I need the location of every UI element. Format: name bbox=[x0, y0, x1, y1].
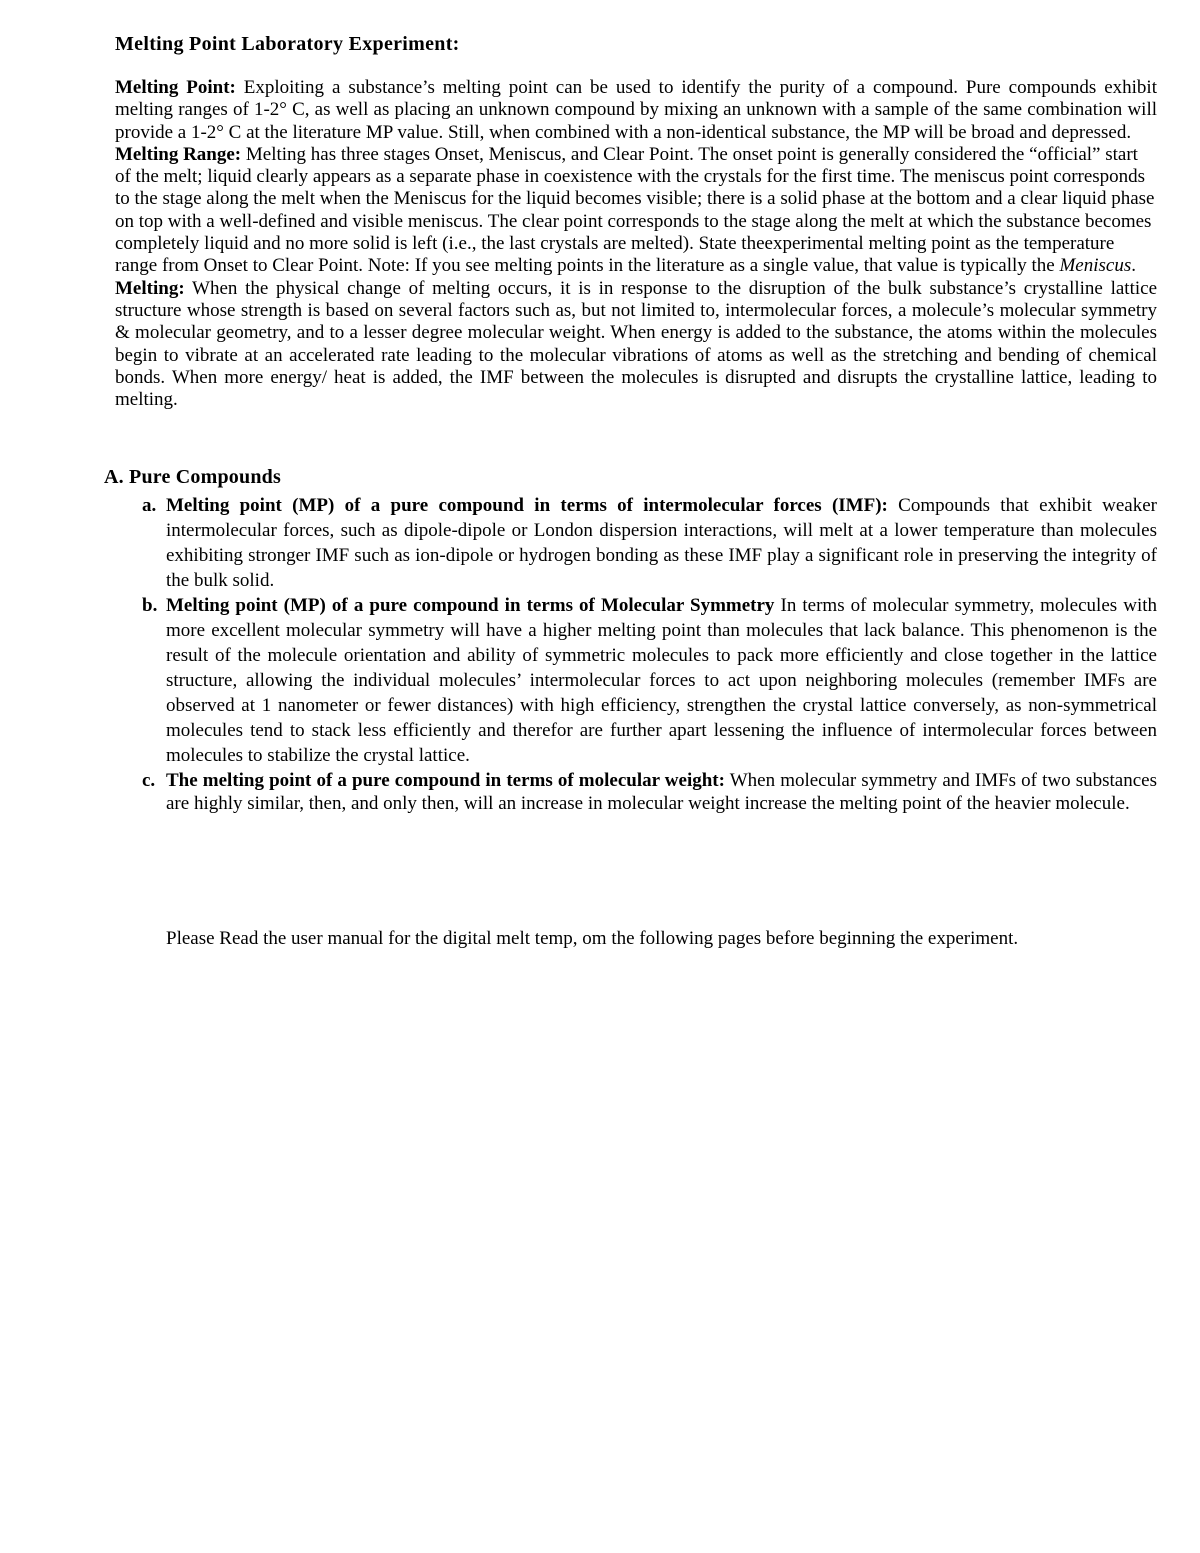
closing-note: Please Read the user manual for the digital melt temp, om the following pages before beginning the experiment. bbox=[166, 928, 1019, 949]
list-item-label: The melting point of a pure compound in terms of molecular weight: bbox=[166, 770, 725, 791]
list-item-text: In terms of molecular symmetry, molecules with more excellent molecular symmetry will have a higher melting point than molecules that lack balance. This phenomenon is the result of the molecule orientation and ability of symmetric molecules to pack more efficiently and close together in the lattice structure, allowing the individual molecules’ intermolecular forces to act upon neighboring molecules (remember IMFs are observed at 1 nanometer or fewer distances) with high efficiency, strengthen the crystal lattice conversely, as non-symmetrical molecules tend to stack less efficiently and therefor are further apart lessening the influence of intermolecular forces between molecules to stabilize the crystal lattice. bbox=[166, 595, 1157, 766]
melting-point-text: Exploiting a substance’s melting point can be used to identify the purity of a compound. Pure compounds exhibit melting ranges of 1-2° C, as well as placing an unknown compound by mixing an unknown with a sample of the same combination will provide a 1-2° C at the literature MP value. Still, when combined with a non-identical substance, the MP will be broad and depressed. bbox=[115, 77, 1157, 143]
list-item-label: Melting point (MP) of a pure compound in terms of Molecular Symmetry bbox=[166, 595, 775, 616]
list-item-symmetry bbox=[104, 593, 1157, 768]
meniscus-emphasis: Meniscus bbox=[1059, 255, 1132, 277]
melting-label: Melting: bbox=[115, 277, 185, 299]
melting-range-end: . bbox=[1131, 255, 1136, 277]
melting-paragraph bbox=[115, 278, 1157, 412]
list-item-text: Compounds that exhibit weaker intermolecular forces, such as dipole-dipole or London dispersion interactions, will melt at a lower temperature than molecules exhibiting stronger IMF such as ion-dipole or hydrogen bonding as these IMF play a significant role in preserving the integrity of the bulk solid. bbox=[166, 495, 1157, 591]
section-heading: A. Pure Compounds bbox=[104, 466, 281, 488]
list-marker: c. bbox=[142, 770, 156, 791]
melting-range-text: Melting has three stages Onset, Meniscus, and Clear Point. The onset point is generally considered the “official” start of the melt; liquid clearly appears as a separate phase in coexistence with the crystals for the first time. The meniscus point corresponds to the stage along the melt when the Meniscus for the liquid becomes visible; there is a solid phase at the bottom and a clear liquid phase on top with a well-defined and visible meniscus. The clear point corresponds to the stage along the melt at which the substance becomes completely liquid and no more solid is left (i.e., the last crystals are melted). State theexperimental melting point as the temperature range from Onset to Clear Point. Note: If you see melting points in the literature as a single value, that value is typically the bbox=[115, 143, 1155, 277]
intro-section bbox=[115, 77, 1157, 411]
document-title: Melting Point Laboratory Experiment: bbox=[115, 33, 460, 55]
pure-compounds-list bbox=[104, 493, 1164, 815]
list-item-label: Melting point (MP) of a pure compound in terms of intermolecular forces (IMF): bbox=[166, 495, 888, 516]
list-item-text: When molecular symmetry and IMFs of two substances are highly similar, then, and only then, will an increase in molecular weight increase the melting point of the heavier molecule. bbox=[166, 770, 1157, 814]
melting-range-label: Melting Range: bbox=[115, 143, 242, 165]
melting-point-paragraph bbox=[115, 77, 1157, 144]
list-marker: a. bbox=[142, 495, 157, 516]
melting-range-paragraph bbox=[115, 144, 1157, 278]
list-item-imf bbox=[104, 493, 1157, 593]
list-marker: b. bbox=[142, 595, 158, 616]
pure-compounds-section bbox=[104, 466, 1164, 815]
melting-text: When the physical change of melting occurs, it is in response to the disruption of the bulk substance’s crystalline lattice structure whose strength is based on several factors such as, but not limited to, intermolecular forces, a molecule’s molecular symmetry & molecular geometry, and to a lesser degree molecular weight. When energy is added to the substance, the atoms within the molecules begin to vibrate at an accelerated rate leading to the molecular vibrations of atoms as well as the stretching and bending of chemical bonds. When more energy/ heat is added, the IMF between the molecules is disrupted and disrupts the crystalline lattice, leading to melting. bbox=[115, 277, 1157, 411]
list-item-weight bbox=[104, 770, 1157, 815]
melting-point-label: Melting Point: bbox=[115, 77, 236, 98]
